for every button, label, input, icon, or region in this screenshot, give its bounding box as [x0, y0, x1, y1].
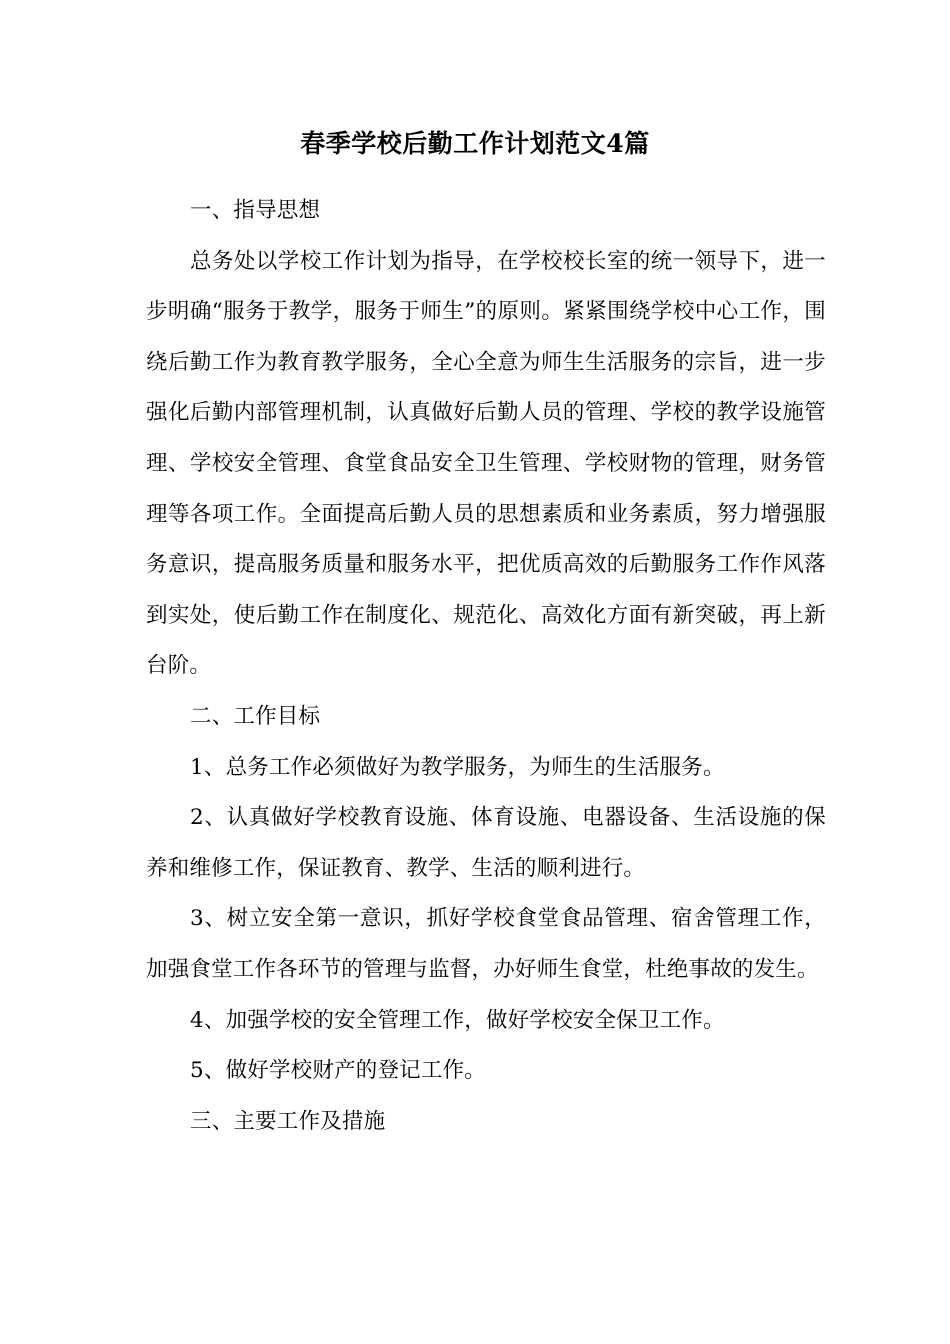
list-item-goal-4: 4、加强学校的安全管理工作，做好学校安全保卫工作。: [190, 1007, 725, 1033]
section-heading-guiding-ideology: 一、指导思想: [190, 198, 321, 223]
section-heading-main-work: 三、主要工作及措施: [190, 1108, 386, 1134]
list-item-goal-2: 2、认真做好学校教育设施、体育设施、电器设备、生活设施的保养和维修工作，保证教育、教学、生活的顺利进行。: [146, 805, 826, 881]
list-item-goal-5: 5、做好学校财产的登记工作。: [190, 1058, 486, 1084]
list-item-goal-3: 3、树立安全第一意识，抓好学校食堂食品管理、宿舍管理工作，加强食堂工作各环节的管理与监督，办好师生食堂，杜绝事故的发生。: [146, 906, 826, 982]
paragraph-guiding-ideology: 总务处以学校工作计划为指导，在学校校长室的统一领导下，进一步明确“服务于教学，服务于师生”的原则。紧紧围绕学校中心工作，围绕后勤工作为教育教学服务，全心全意为师生生活服务的宗旨，进一步强化后勤内部管理机制，认真做好后勤人员的管理、学校的教学设施管理、学校安全管理、食堂食品安全卫生管理、学校财物的管理，财务管理等各项工作。全面提高后勤人员的思想素质和业务素质，努力增强服务意识，提高服务质量和服务水平，把优质高效的后勤服务工作作风落到实处，使后勤工作在制度化、规范化、高效化方面有新突破，再上新台阶。: [146, 248, 826, 679]
list-item-goal-1: 1、总务工作必须做好为教学服务，为师生的生活服务。: [190, 754, 725, 780]
section-heading-work-goals: 二、工作目标: [190, 703, 321, 729]
document-title: 春季学校后勤工作计划范文4篇: [300, 129, 650, 158]
document-body: [146, 186, 826, 1147]
